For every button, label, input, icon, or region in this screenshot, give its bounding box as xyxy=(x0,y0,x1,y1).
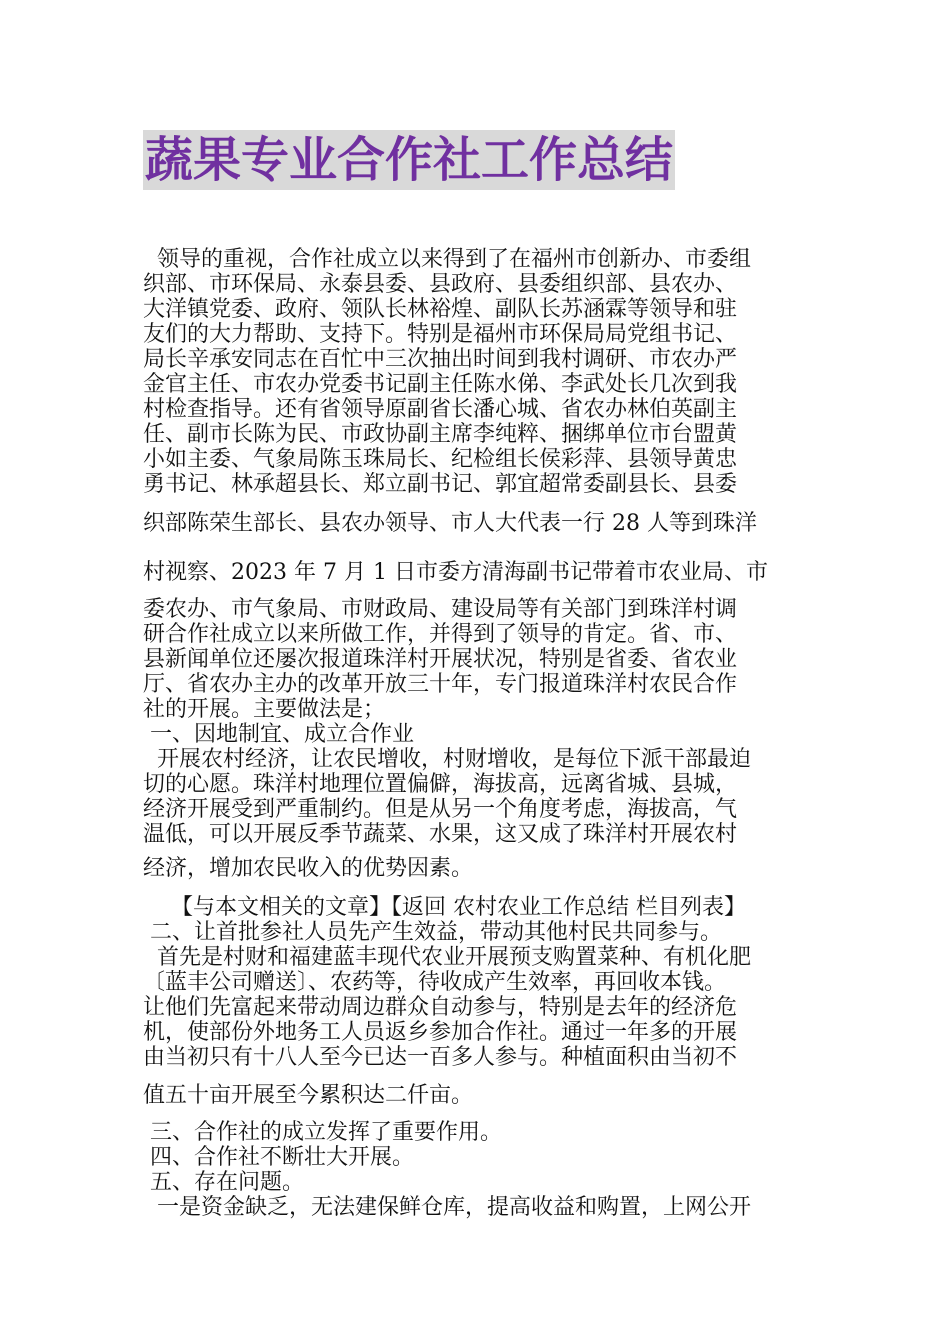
body-line: 五、存在问题。 xyxy=(143,1170,304,1195)
body-line: 局长辛承安同志在百忙中三次抽出时间到我村调研、市农办严 xyxy=(143,347,738,372)
body-line: 由当初只有十八人至今已达一百多人参与。种植面积由当初不 xyxy=(143,1045,738,1070)
body-line: 村视察、2023 年 7 月 1 日市委方清海副书记带着市农业局、市 xyxy=(143,560,768,585)
body-line: 大洋镇党委、政府、领队长林裕煌、副队长苏涵霖等领导和驻 xyxy=(143,297,738,322)
body-line: 金官主任、市农办党委书记副主任陈水俤、李武处长几次到我 xyxy=(143,372,738,397)
body-line: 机，使部份外地务工人员返乡参加合作社。通过一年多的开展 xyxy=(143,1020,738,1045)
body-line: 县新闻单位还屡次报道珠洋村开展状况，特别是省委、省农业 xyxy=(143,647,738,672)
body-line: 二、让首批参社人员先产生效益，带动其他村民共同参与。 xyxy=(143,920,722,945)
body-line: 厅、省农办主办的改革开放三十年，专门报道珠洋村农民合作 xyxy=(143,672,738,697)
body-line: 【与本文相关的文章】【返回 农村农业工作总结 栏目列表】 xyxy=(143,895,746,920)
body-line: 一是资金缺乏，无法建保鲜仓库，提高收益和购置，上网公开 xyxy=(143,1195,751,1220)
body-line: 委农办、市气象局、市财政局、建设局等有关部门到珠洋村调 xyxy=(143,597,738,622)
body-line: 三、合作社的成立发挥了重要作用。 xyxy=(143,1120,502,1145)
body-line: 研合作社成立以来所做工作，并得到了领导的肯定。省、市、 xyxy=(143,622,738,647)
body-line: 四、合作社不断壮大开展。 xyxy=(143,1145,414,1170)
document-title: 蔬果专业合作社工作总结 xyxy=(145,132,674,188)
body-line: 小如主委、气象局陈玉珠局长、纪检组长侯彩萍、县领导黄忠 xyxy=(143,447,738,472)
body-line: 首先是村财和福建蓝丰现代农业开展预支购置菜种、有机化肥 xyxy=(143,945,751,970)
body-line: 村检查指导。还有省领导原副省长潘心城、省农办林伯英副主 xyxy=(143,397,738,422)
body-line: 切的心愿。珠洋村地理位置偏僻，海拔高，远离省城、县城， xyxy=(143,772,738,797)
body-line: 社的开展。主要做法是； xyxy=(143,697,386,722)
body-line: 经济开展受到严重制约。但是从另一个角度考虑，海拔高，气 xyxy=(143,797,738,822)
body-line: 值五十亩开展至今累积达二仟亩。 xyxy=(143,1083,474,1108)
body-line: 让他们先富起来带动周边群众自动参与，特别是去年的经济危 xyxy=(143,995,738,1020)
body-line: 温低，可以开展反季节蔬菜、水果，这又成了珠洋村开展农村 xyxy=(143,822,738,847)
body-line: 〔蓝丰公司赠送〕、农药等，待收成产生效率，再回收本钱。 xyxy=(143,970,727,995)
body-line: 一、因地制宜、成立合作业 xyxy=(143,722,414,747)
body-line: 友们的大力帮助、支持下。特别是福州市环保局局党组书记、 xyxy=(143,322,738,347)
body-line: 勇书记、林承超县长、郑立副书记、郭宜超常委副县长、县委 xyxy=(143,472,738,497)
body-line: 织部、市环保局、永泰县委、县政府、县委组织部、县农办、 xyxy=(143,272,738,297)
body-line: 经济，增加农民收入的优势因素。 xyxy=(143,856,474,881)
body-line: 开展农村经济，让农民增收，村财增收，是每位下派干部最迫 xyxy=(143,747,751,772)
body-line: 织部陈荣生部长、县农办领导、市人大代表一行 28 人等到珠洋 xyxy=(143,511,757,536)
body-line: 任、副市长陈为民、市政协副主席李纯粹、捆绑单位市台盟黄 xyxy=(143,422,738,447)
body-line: 领导的重视，合作社成立以来得到了在福州市创新办、市委组 xyxy=(143,247,751,272)
